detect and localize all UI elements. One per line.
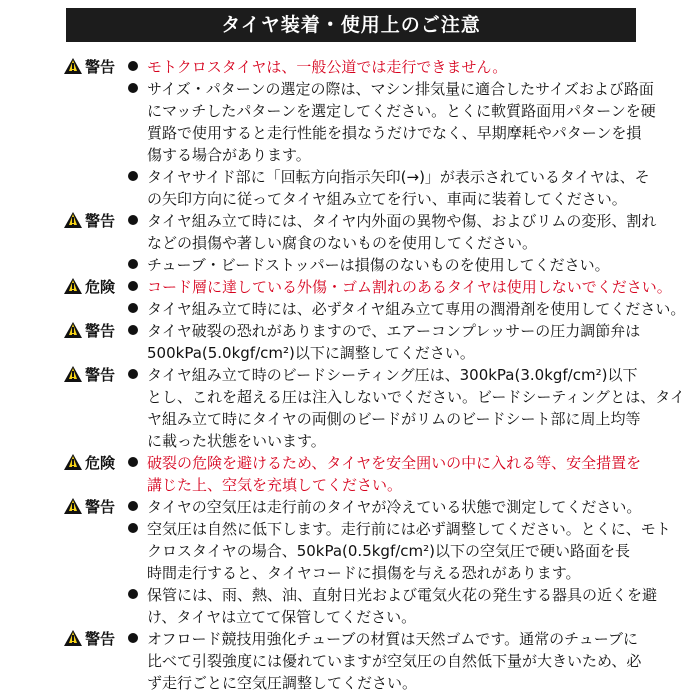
section-label-0	[64, 57, 115, 77]
notice-line: チューブ・ビードストッパーは損傷のないものを使用してください。	[147, 256, 610, 274]
notice-line: などの損傷や著しい腐食のないものを使用してください。	[147, 234, 538, 252]
notice-line: ず走行ごとに空気圧調整してください。	[147, 674, 418, 692]
warning-triangle-icon	[64, 630, 82, 646]
bullet-icon	[128, 299, 142, 319]
bullet-icon	[128, 79, 142, 99]
notice-line: にマッチしたパターンを選定してください。とくに軟質路面用パターンを硬	[147, 102, 656, 120]
warning-triangle-icon	[64, 278, 82, 294]
section-label-2	[64, 277, 115, 297]
notice-line: コード層に達している外傷・ゴム割れのあるタイヤは使用しないでください。	[147, 278, 672, 296]
notice-line: 質路で使用すると走行性能を損なうだけでなく、早期摩耗やパターンを損	[147, 124, 642, 142]
notice-line: 講じた上、空気を充填してください。	[147, 476, 403, 494]
notice-line: サイズ・パターンの選定の際は、マシン排気量に適合したサイズおよび路面	[147, 80, 654, 98]
notice-line: 500kPa(5.0kgf/cm²)以下に調整してください。	[147, 344, 475, 362]
notice-line: に載った状態をいいます。	[147, 432, 326, 450]
bullet-icon	[128, 453, 142, 473]
section-label-6	[64, 497, 115, 517]
notice-line: クロスタイヤの場合、50kPa(0.5kgf/cm²)以下の空気圧で硬い路面を長	[147, 542, 631, 560]
section-label-5	[64, 453, 115, 473]
notice-line: 時間走行すると、タイヤコードに損傷を与える恐れがあります。	[147, 564, 581, 582]
section-label-text: 危険	[85, 454, 116, 472]
bullet-icon	[128, 211, 142, 231]
page-title: タイヤ装着・使用上のご注意	[66, 8, 636, 42]
notice-line: タイヤの空気圧は走行前のタイヤが冷えている状態で測定してください。	[147, 498, 642, 516]
section-label-text: 警告	[85, 366, 116, 384]
bullet-icon	[128, 57, 142, 77]
section-label-text: 危険	[85, 278, 116, 296]
notice-line: タイヤ組み立て時には、タイヤ内外面の異物や傷、およびリムの変形、割れ	[147, 212, 657, 230]
section-label-text: 警告	[85, 212, 116, 230]
section-label-text: 警告	[85, 498, 116, 516]
notice-line: タイヤ組み立て時には、必ずタイヤ組み立て専用の潤滑剤を使用してください。	[147, 300, 686, 318]
bullet-icon	[128, 255, 142, 275]
notice-line: オフロード競技用強化チューブの材質は天然ゴムです。通常のチューブに	[147, 630, 638, 648]
section-label-3	[64, 321, 115, 341]
notice-line: 空気圧は自然に低下します。走行前には必ず調整してください。とくに、モト	[147, 520, 671, 538]
notice-line: 保管には、雨、熱、油、直射日光および電気火花の発生する器具の近くを避	[147, 586, 658, 604]
notice-line: の矢印方向に従ってタイヤ組み立てを行い、車両に装着してください。	[147, 190, 627, 208]
section-label-text: 警告	[85, 630, 116, 648]
notice-line: モトクロスタイヤは、一般公道では走行できません。	[147, 58, 508, 76]
warning-triangle-icon	[64, 58, 82, 74]
bullet-icon	[128, 277, 142, 297]
bullet-icon	[128, 497, 142, 517]
bullet-icon	[128, 167, 142, 187]
warning-triangle-icon	[64, 212, 82, 228]
notice-line: け、タイヤは立てて保管してください。	[147, 608, 417, 626]
notice-line: タイヤサイド部に「回転方向指示矢印(→)」が表示されているタイヤは、そ	[147, 168, 650, 186]
notice-line: タイヤ破裂の恐れがありますので、エアーコンプレッサーの圧力調節弁は	[147, 322, 641, 340]
notice-line: 破裂の危険を避けるため、タイヤを安全囲いの中に入れる等、安全措置を	[147, 454, 642, 472]
bullet-icon	[128, 365, 142, 385]
bullet-icon	[128, 321, 142, 341]
notice-line: ヤ組み立て時にタイヤの両側のビードがリムのビードシート部に周上均等	[147, 410, 641, 428]
warning-triangle-icon	[64, 366, 82, 382]
bullet-icon	[128, 585, 142, 605]
warning-triangle-icon	[64, 454, 82, 470]
notice-line: 比べて引裂強度には優れていますが空気圧の自然低下量が大きいため、必	[147, 652, 642, 670]
section-label-text: 警告	[85, 322, 116, 340]
section-label-text: 警告	[85, 58, 116, 76]
notice-line: 傷する場合があります。	[147, 146, 311, 164]
warning-triangle-icon	[64, 498, 82, 514]
notice-line: タイヤ組み立て時のビードシーティング圧は、300kPa(3.0kgf/cm²)以下	[147, 366, 638, 384]
notice-line: とし、これを超える圧は注入しないでください。ビードシーティングとは、タイ	[147, 388, 685, 406]
bullet-icon	[128, 629, 142, 649]
section-label-7	[64, 629, 115, 649]
warning-triangle-icon	[64, 322, 82, 338]
section-label-1	[64, 211, 115, 231]
section-label-4	[64, 365, 115, 385]
bullet-icon	[128, 519, 142, 539]
